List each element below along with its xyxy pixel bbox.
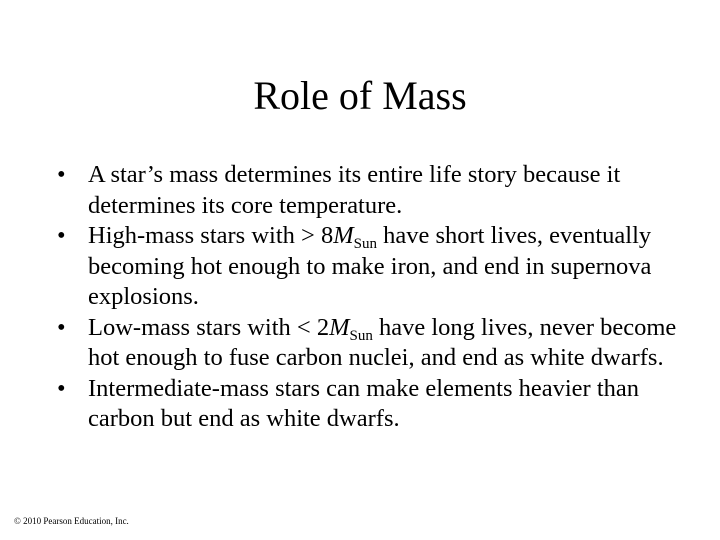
mass-symbol: M: [329, 313, 350, 341]
slide-title: [0, 72, 720, 120]
bullet-text: [88, 313, 697, 374]
bullet-item: [57, 221, 697, 313]
bullet-text-after: have short lives, eventually becoming hot enough to make iron, and end in supernova explosions.: [88, 222, 652, 310]
bullet-text: A star’s mass determines its entire life story because it determines its core temperature.: [88, 161, 621, 219]
mass-symbol: M: [333, 222, 354, 249]
bullet-item: [57, 160, 697, 221]
bullet-text-after: have long lives, never become hot enough to fuse carbon nuclei, and end as white dwarfs.: [88, 313, 677, 371]
mass-subscript: Sun: [349, 327, 373, 344]
mass-subscript: Sun: [353, 236, 377, 252]
bullet-marker: •: [57, 161, 66, 188]
bullet-item: [57, 374, 697, 435]
bullet-item: [57, 313, 697, 374]
bullet-list: [57, 160, 697, 435]
bullet-text: [88, 221, 697, 313]
copyright-notice: © 2010 Pearson Education, Inc.: [14, 516, 129, 526]
bullet-marker: •: [57, 222, 66, 249]
slide-title-text: Role of Mass: [253, 73, 467, 118]
bullet-marker: •: [57, 374, 66, 402]
bullet-text-before: Low-mass stars with < 2: [88, 313, 330, 341]
bullet-marker: •: [57, 313, 66, 341]
bullet-text-before: High-mass stars with > 8: [88, 222, 334, 249]
bullet-text: Intermediate-mass stars can make elements heavier than carbon but end as white dwarfs.: [88, 374, 640, 432]
